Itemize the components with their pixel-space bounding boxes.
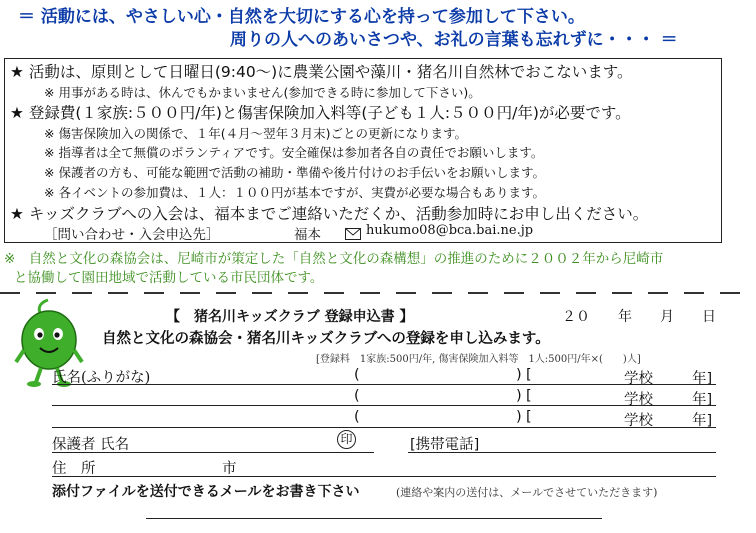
school-label-2: 学校 (624, 392, 653, 408)
furigana-open-1: ( (354, 367, 360, 383)
school-label-1: 学校 (624, 371, 653, 387)
name-label: 氏名(ふりがな) (52, 370, 151, 386)
rule-item-1: ★ 活動は、原則として日曜日(9:40〜)に農業公園や藻川・猪名川自然林でおこないます。 (10, 63, 633, 81)
rule-note-4: ※ 保護者の方も、可能な範囲で活動の補助・準備や後片付けのお手伝いをお願いします。 (44, 165, 545, 180)
school-open-3: [ (526, 409, 532, 425)
guardian-name-field[interactable] (52, 452, 374, 453)
school-open-1: [ (526, 367, 532, 383)
grade-label-2: 年] (692, 392, 713, 408)
contact-label: ［問い合わせ・入会申込先］ (44, 227, 220, 243)
email-field[interactable] (146, 518, 602, 519)
furigana-close-2: ) (516, 388, 522, 404)
form-date[interactable]: ２０ 年 月 日 (562, 309, 716, 325)
header-line-2: 周りの人へのあいさつや、お礼の言葉も忘れずに・・・ ＝ (230, 30, 678, 50)
furigana-open-3: ( (354, 409, 360, 425)
header-line-1: ＝ 活動には、やさしい心・自然を大切にする心を持って参加して下さい。 (18, 7, 585, 27)
form-title: 【 猪名川キッズクラブ 登録申込書 】 (166, 309, 414, 325)
city-label: 市 (222, 461, 237, 477)
rule-note-3: ※ 指導者は全て無償のボランティアです。安全確保は参加者各自の責任でお願いします。 (44, 145, 544, 160)
address-field[interactable] (52, 476, 716, 477)
grade-label-1: 年] (692, 371, 713, 387)
cut-line (0, 292, 756, 294)
child-row-3[interactable] (52, 427, 716, 428)
association-note-line-2: と協働して園田地域で活動している市民団体です。 (14, 270, 324, 286)
furigana-close-3: ) (516, 409, 522, 425)
seal-mark: 印 (337, 430, 356, 449)
rule-item-2: ★ 登録費(１家族:５００円/年)と傷害保険加入料等(子ども１人:５００円/年)が必要です。 (10, 104, 631, 122)
rule-note-1: ※ 用事がある時は、休んでもかまいません(参加できる時に参加して下さい)。 (44, 85, 481, 100)
contact-email[interactable]: hukumo08@bca.bai.ne.jp (366, 223, 534, 238)
grade-label-3: 年] (692, 413, 713, 429)
rule-item-3: ★ キッズクラブへの入会は、福本までご連絡いただくか、活動参加時にお申し出ください。 (10, 205, 649, 223)
association-note-line-1: ※ 自然と文化の森協会は、尼崎市が策定した「自然と文化の森構想」の推進のために２００２年から尼崎市 (4, 251, 664, 267)
guardian-label: 保護者 氏名 (52, 437, 130, 453)
mobile-label: [携帯電話] (410, 437, 480, 453)
contact-name: 福本 (294, 227, 321, 243)
address-label: 住 所 (52, 461, 96, 477)
school-label-3: 学校 (624, 413, 653, 429)
fee-note: [登録料 1家族:500円/年, 傷害保険加入料等 1人:500円/年×( )人] (316, 354, 641, 365)
school-open-2: [ (526, 388, 532, 404)
rule-note-5: ※ 各イベントの参加費は、１人：１００円が基本ですが、実費が必要な場合もあります。 (44, 185, 545, 200)
envelope-icon (345, 225, 361, 244)
rule-note-2: ※ 傷害保険加入の関係で、１年(４月〜翌年３月末)ごとの更新になります。 (44, 126, 467, 141)
mobile-field[interactable] (408, 452, 716, 453)
email-note: (連絡や案内の送付は、メールでさせていただきます) (396, 486, 658, 499)
child-row-1[interactable] (52, 384, 716, 385)
furigana-close-1: ) (516, 367, 522, 383)
child-row-2[interactable] (52, 405, 716, 406)
furigana-open-2: ( (354, 388, 360, 404)
email-prompt: 添付ファイルを送付できるメールをお書き下さい (52, 484, 360, 500)
form-subtitle: 自然と文化の森協会・猪名川キッズクラブへの登録を申し込みます。 (102, 331, 550, 347)
